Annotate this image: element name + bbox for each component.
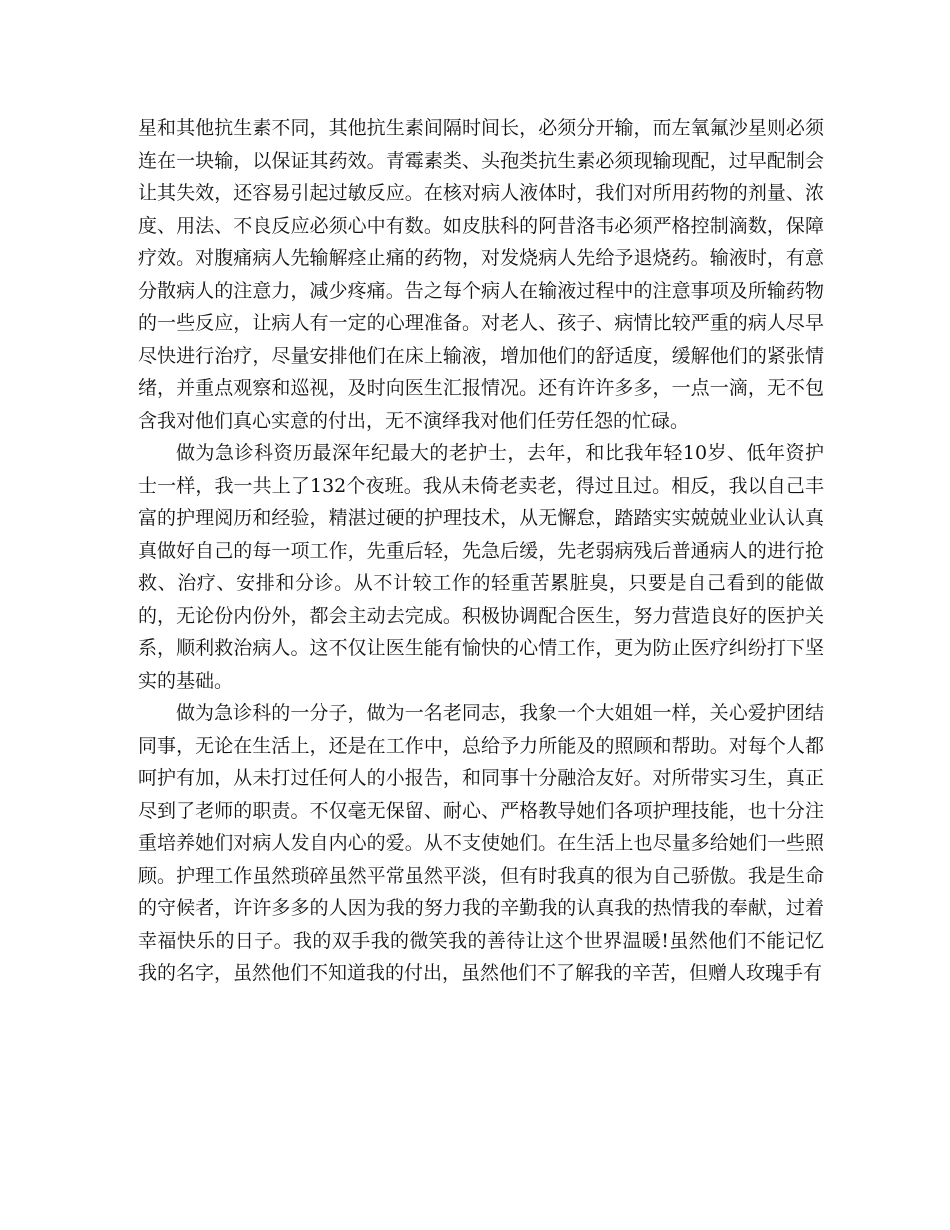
paragraph-3: 做为急诊科的一分子，做为一名老同志，我象一个大姐姐一样，关心爱护团结同事，无论在生活上，还是在工作中，总给予力所能及的照顾和帮助。对每个人都呵护有加，从未打过任何人的小报告，和同事十分融洽友好。对所带实习生，真正尽到了老师的职责。不仅毫无保留、耐心、严格教导她们各项护理技能，也十分注重培养她们对病人发自内心的爱。从不支使她们。在生活上也尽量多给她们一些照顾。护理工作虽然琐碎虽然平常虽然平淡，但有时我真的很为自己骄傲。我是生命的守候者，许许多多的人因为我的努力我的辛勤我的认真我的热情我的奉献，过着幸福快乐的日子。我的双手我的微笑我的善待让这个世界温暖!虽然他们不能记忆我的名字，虽然他们不知道我的付出，虽然他们不了解我的辛苦，但赠人玫瑰手有 <box>138 702 824 984</box>
document-body <box>138 112 824 990</box>
paragraph-1: 星和其他抗生素不同，其他抗生素间隔时间长，必须分开输，而左氧氟沙星则必须连在一块输，以保证其药效。青霉素类、头孢类抗生素必须现输现配，过早配制会让其失效，还容易引起过敏反应。在核对病人液体时，我们对所用药物的剂量、浓度、用法、不良反应必须心中有数。如皮肤科的阿昔洛韦必须严格控制滴数，保障疗效。对腹痛病人先输解痉止痛的药物，对发烧病人先给予退烧药。输液时，有意分散病人的注意力，减少疼痛。告之每个病人在输液过程中的注意事项及所输药物的一些反应，让病人有一定的心理准备。对老人、孩子、病情比较严重的病人尽早尽快进行治疗，尽量安排他们在床上输液，增加他们的舒适度，缓解他们的紧张情绪，并重点观察和巡视，及时向医生汇报情况。还有许许多多，一点一滴，无不包含我对他们真心实意的付出，无不演绎我对他们任劳任怨的忙碌。 <box>138 117 824 432</box>
paragraph-2: 做为急诊科资历最深年纪最大的老护士，去年，和比我年轻10岁、低年资护士一样，我一共上了132个夜班。我从未倚老卖老，得过且过。相反，我以自己丰富的护理阅历和经验，精湛过硬的护理技术，从无懈怠，踏踏实实兢兢业业认认真真做好自己的每一项工作，先重后轻，先急后缓，先老弱病残后普通病人的进行抢救、治疗、安排和分诊。从不计较工作的轻重苦累脏臭，只要是自己看到的能做的，无论份内份外，都会主动去完成。积极协调配合医生，努力营造良好的医护关系，顺利救治病人。这不仅让医生能有愉快的心情工作，更为防止医疗纠纷打下坚实的基础。 <box>138 442 824 692</box>
